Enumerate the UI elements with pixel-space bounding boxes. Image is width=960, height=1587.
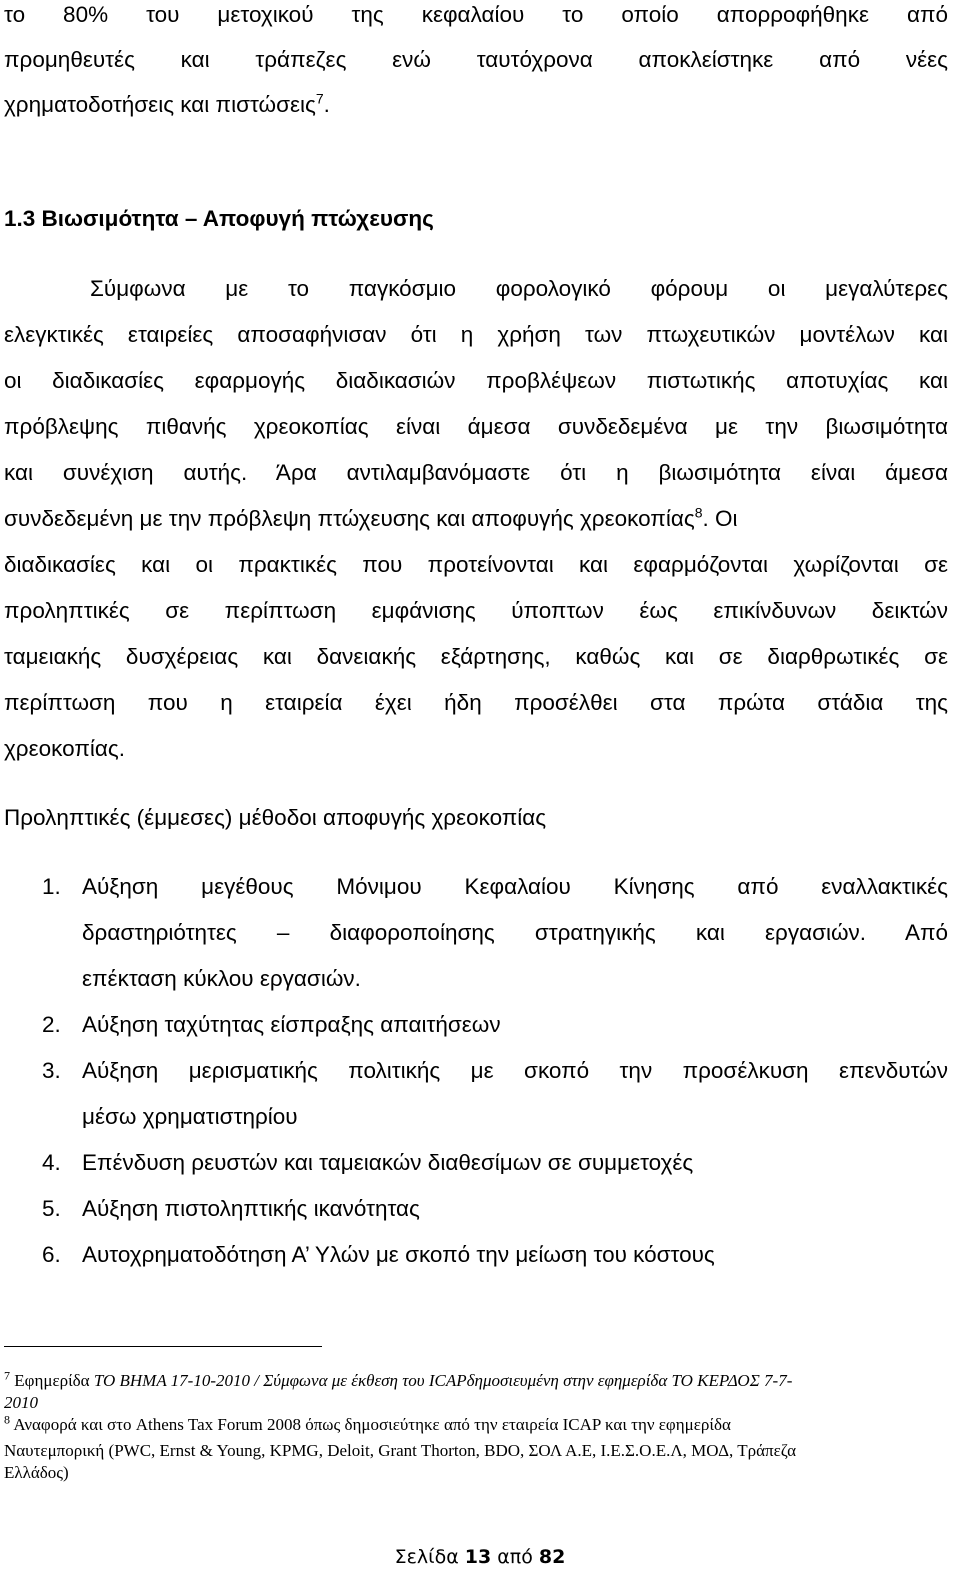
footnote-text: Αναφορά και στο Athens Tax Forum 2008 όπως δημοσιεύτηκε από την εταιρεία ICAP και την εφημερίδα — [13, 1415, 731, 1434]
text-line: ταμειακής δυσχέρειας και δανειακής εξάρτησης, καθώς και σε διαρθρωτικές σε — [4, 644, 948, 669]
page-number: 13 — [464, 1546, 492, 1568]
text-span: χρηματοδοτήσεις και πιστώσεις — [4, 92, 316, 117]
footer-label: Σελίδα — [394, 1546, 459, 1568]
footnote-ref: 8 — [694, 504, 703, 521]
list-number: 1. — [42, 874, 61, 899]
list-number: 4. — [42, 1150, 61, 1175]
footer-label: από — [497, 1546, 533, 1568]
text-line: διαδικασίες και οι πρακτικές που προτείνονται και εφαρμόζονται χωρίζονται σε — [4, 552, 948, 577]
text-line: το 80% του μετοχικού της κεφαλαίου το οποίο απορροφήθηκε από — [4, 2, 948, 27]
subheading: Προληπτικές (έμμεσες) μέθοδοι αποφυγής χρεοκοπίας — [4, 805, 547, 830]
text-span — [4, 504, 738, 534]
list-item-line: Αύξηση μερισματικής πολιτικής με σκοπό την προσέλκυση επενδυτών — [82, 1058, 948, 1083]
text-span: . — [323, 92, 330, 117]
list-number: 5. — [42, 1196, 61, 1221]
footnote-8-cont: Ναυτεμπορική (PWC, Ernst & Young, KPMG, Deloit, Grant Thorton, BDO, ΣΟΛ Α.Ε, Ι.Ε.Σ.Ο.Ε.Λ, ΜΟΔ, Τράπεζα — [4, 1441, 797, 1460]
text-line: προμηθευτές και τράπεζες ενώ ταυτόχρονα αποκλείστηκε από νέες — [4, 47, 948, 72]
footnote-text: 2010 — [4, 1393, 38, 1412]
list-item-line: Αύξηση μεγέθους Μόνιμου Κεφαλαίου Κίνησης από εναλλακτικές — [82, 874, 948, 899]
text-line: πρόβλεψης πιθανής χρεοκοπίας είναι άμεσα συνδεδεμένα με την βιωσιμότητα — [4, 414, 948, 439]
list-number: 6. — [42, 1242, 61, 1267]
list-item-line: μέσω χρηματιστηρίου — [82, 1104, 298, 1129]
list-item-line: Αυτοχρηματοδότηση Α’ Υλών με σκοπό την μείωση του κόστους — [82, 1242, 715, 1267]
text-span: συνδεδεμένη με την πρόβλεψη πτώχευσης και αποφυγής χρεοκοπίας — [4, 506, 695, 531]
footnote-separator — [4, 1346, 322, 1347]
text-line: Σύμφωνα με το παγκόσμιο φορολογικό φόρουμ οι μεγαλύτερες — [90, 276, 948, 301]
list-item-line: Επένδυση ρευστών και ταμειακών διαθεσίμων σε συμμετοχές — [82, 1150, 694, 1175]
footnote-text: Εφημερίδα — [14, 1371, 94, 1390]
list-item-line: επέκταση κύκλου εργασιών. — [82, 966, 361, 991]
footnote-ref: 7 — [315, 90, 324, 107]
footnote-8-cont: Ελλάδος) — [4, 1463, 69, 1482]
list-number: 2. — [42, 1012, 61, 1037]
text-line — [4, 504, 948, 534]
text-line: περίπτωση που η εταιρεία έχει ήδη προσέλθει στα πρώτα στάδια της — [4, 690, 948, 715]
text-line: χρεοκοπίας. — [4, 736, 125, 761]
footnote-mark: 8 — [4, 1412, 10, 1427]
footnote-8 — [4, 1414, 948, 1436]
section-heading: 1.3 Βιωσιμότητα – Αποφυγή πτώχευσης — [4, 206, 434, 231]
footnote-7 — [4, 1370, 948, 1392]
text-line: προληπτικές σε περίπτωση εμφάνισης ύποπτων έως επικίνδυνων δεικτών — [4, 598, 948, 623]
page-footer — [0, 1544, 960, 1570]
page-total: 82 — [538, 1546, 566, 1568]
text-span: . Οι — [702, 506, 738, 531]
footnote-7-cont — [4, 1392, 948, 1414]
footnote-text: ΤΟ ΒΗΜΑ 17-10-2010 / Σύμφωνα με έκθεση του ICAPδημοσιευμένη στην εφημερίδα ΤΟ ΚΕΡΔΟΣ 7-7- — [93, 1371, 793, 1390]
list-number: 3. — [42, 1058, 61, 1083]
list-item-line: δραστηριότητες – διαφοροποίησης στρατηγικής και εργασιών. Από — [82, 920, 948, 945]
text-line — [4, 90, 948, 120]
list-item-line: Αύξηση ταχύτητας είσπραξης απαιτήσεων — [82, 1012, 501, 1037]
text-line: οι διαδικασίες εφαρμογής διαδικασιών προβλέψεων πιστωτικής αποτυχίας και — [4, 368, 948, 393]
footnote-mark: 7 — [4, 1368, 10, 1383]
text-line: ελεγκτικές εταιρείες αποσαφήνισαν ότι η χρήση των πτωχευτικών μοντέλων και — [4, 322, 948, 347]
text-line: και συνέχιση αυτής. Άρα αντιλαμβανόμαστε ότι η βιωσιμότητα είναι άμεσα — [4, 460, 948, 485]
list-item-line: Αύξηση πιστοληπτικής ικανότητας — [82, 1196, 420, 1221]
